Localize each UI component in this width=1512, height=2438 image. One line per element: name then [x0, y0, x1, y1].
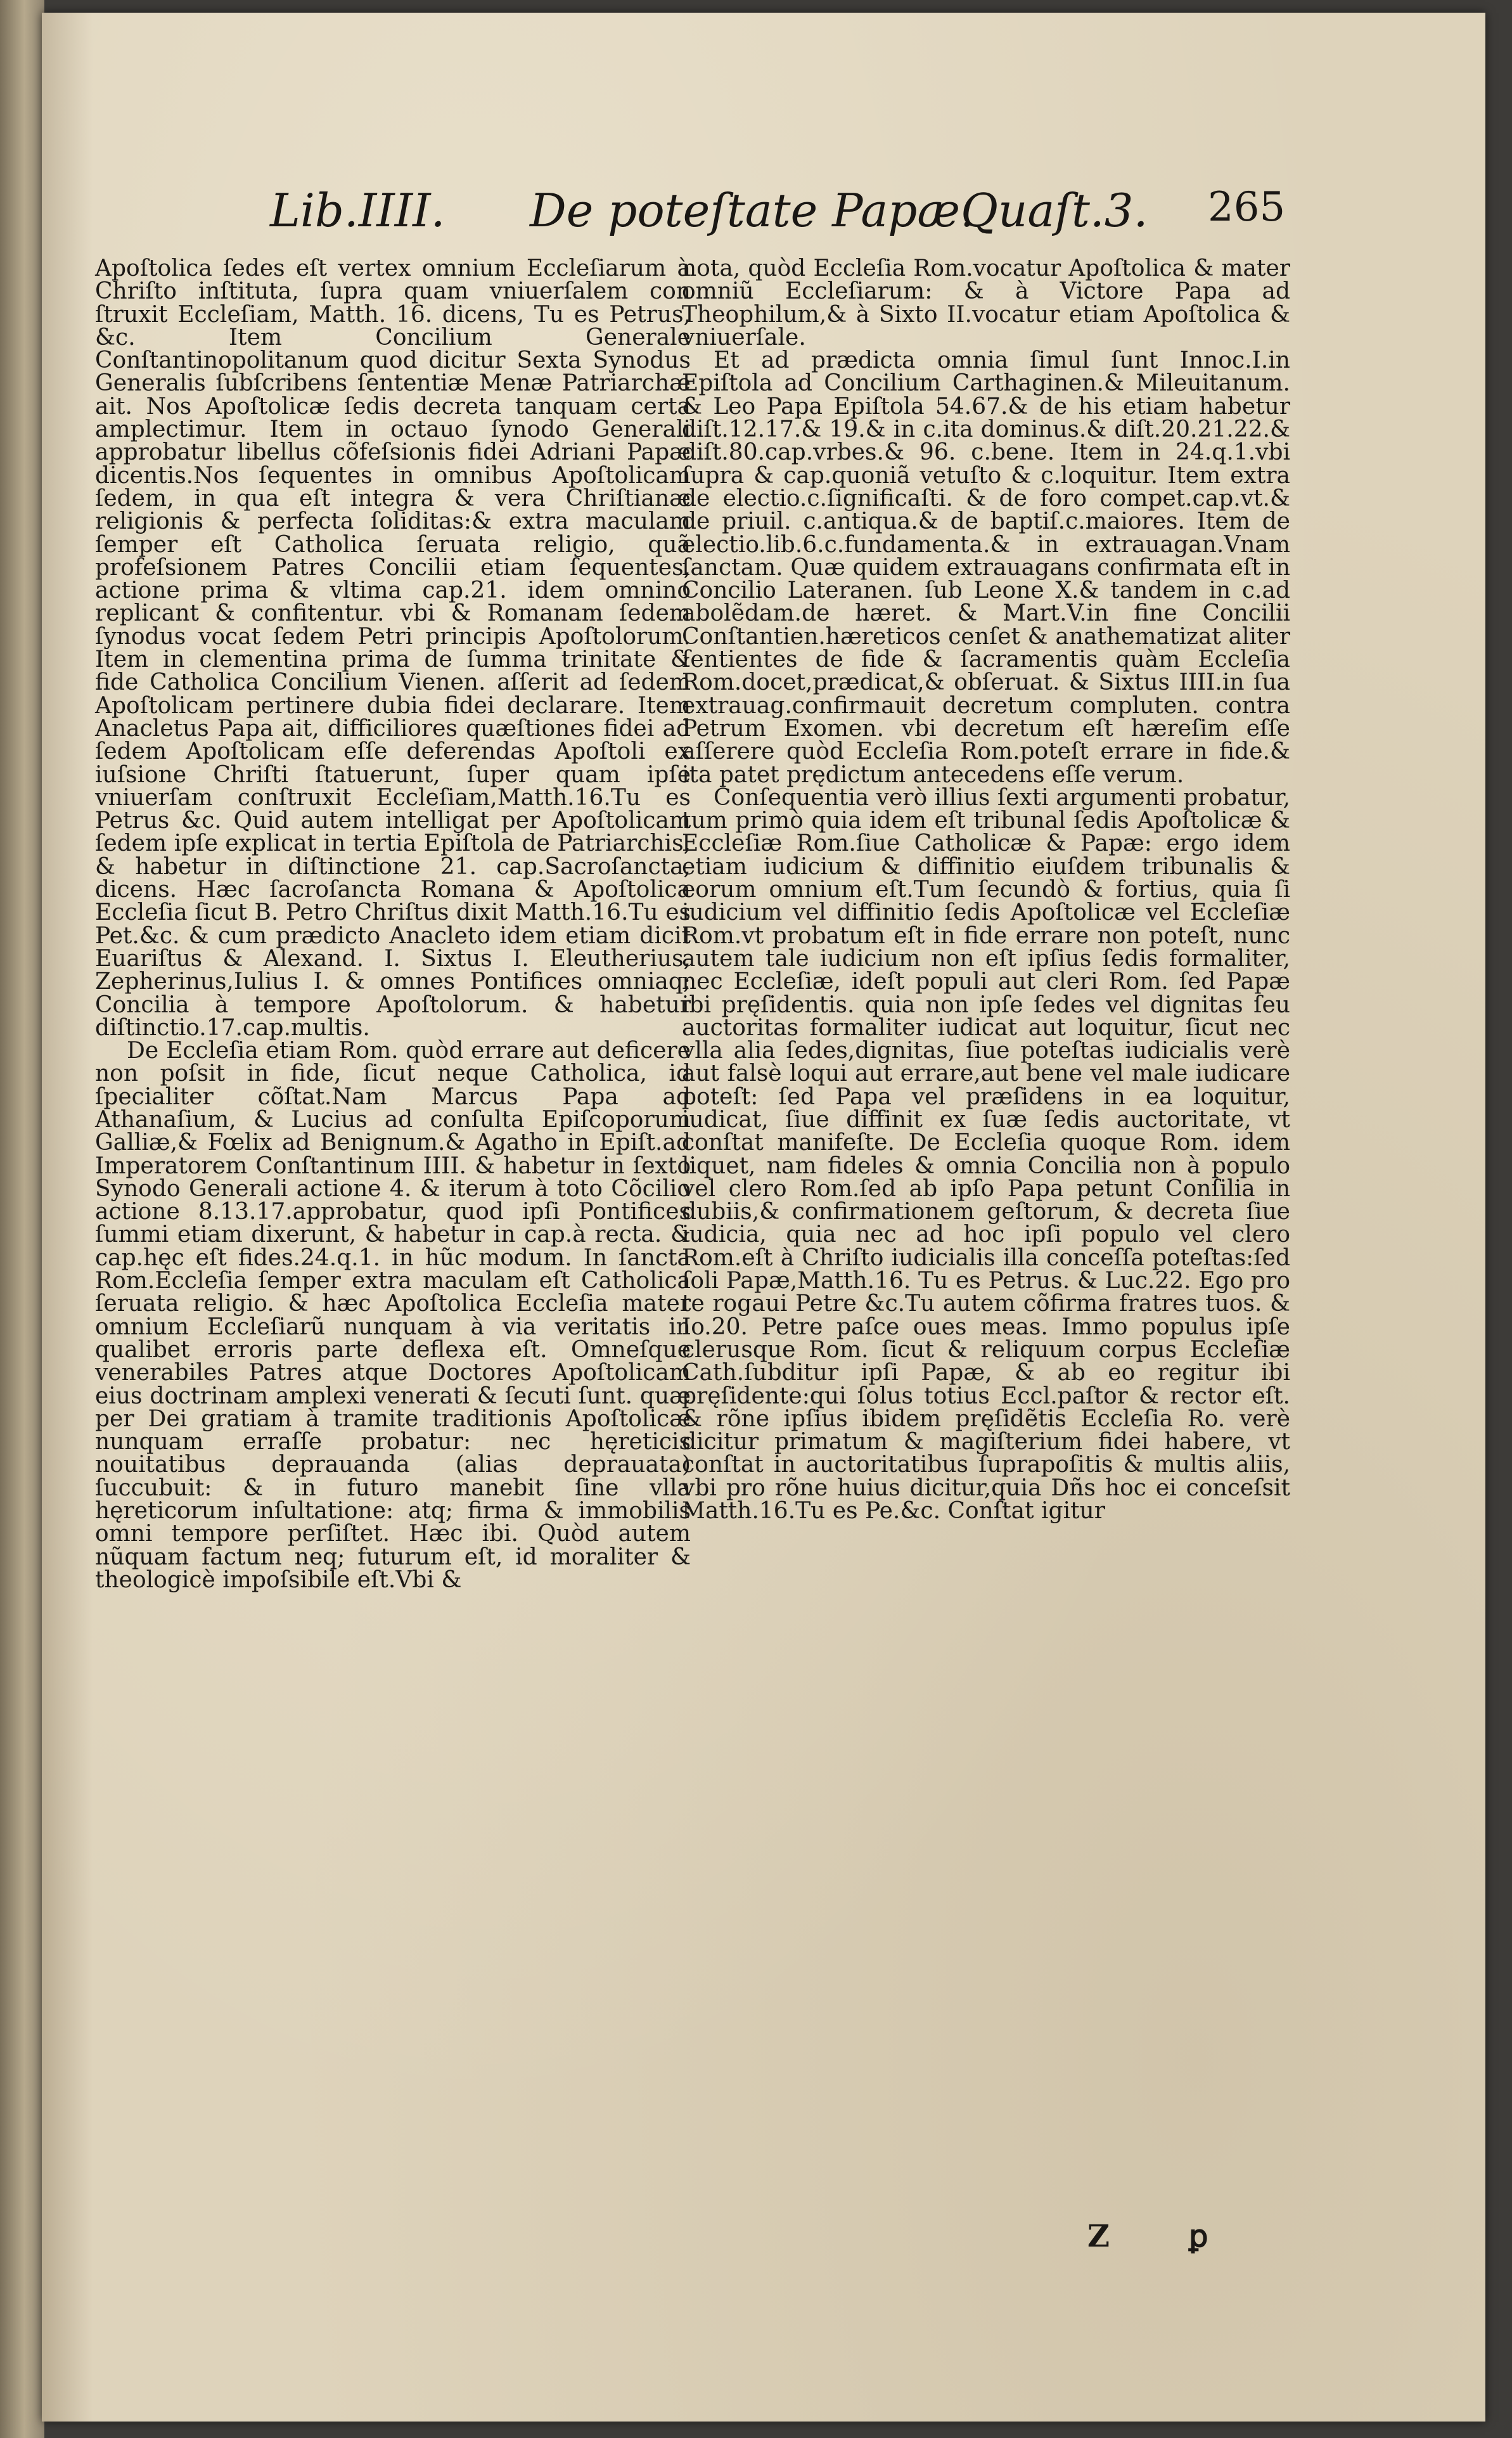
left-paragraph-1: Apoſtolica ſedes eſt vertex omnium Eccleſiarum à Chriſto inſtituta, ſupra quam vniuerſalem con ſtruxit Eccleſiam, Matth. 16. dicens, Tu es Petrus, &c. Item Concilium Generale Conſtantinopolitanum quod dicitur Sexta Synodus Generalis ſubſcribens ſententiæ Menæ Patriarchæ ait. Nos Apoſtolicæ ſedis decreta tanquam certa amplectimur. Item in octauo ſynodo Generali approbatur libellus cõfeſsionis fidei Adriani Papæ dicentis.Nos ſequentes in omnibus Apoſtolicam ſedem, in qua eſt integra & vera Chriſtianæ religionis & perfecta ſoliditas:& extra maculam ſemper eſt Catholica ſeruata religio, quã profeſsionem Patres Concilii etiam ſequentes, actione prima & vltima cap.21. idem omnino replicant & confitentur. vbi & Romanam ſedem ſynodus vocat ſedem Petri principis Apoſtolorum. Item in clementina prima de ſumma trinitate & fide Catholica Concilium Vienen. aſſerit ad ſedem Apoſtolicam pertinere dubia fidei declarare. Item Anacletus Papa ait, difficiliores quæſtiones fidei ad ſedem Apoſtolicam eſſe deferendas Apoſtoli ex iuſsione Chriſti ſtatuerunt, ſuper quam ipſe vniuerſam conſtruxit Eccleſiam,Matth.16.Tu es Petrus &c. Quid autem intelligat per Apoſtolicam ſedem ipſe explicat in tertia Epiſtola de Patriarchis, & habetur in diſtinctione 21. cap.Sacroſancta, dicens. Hæc ſacroſancta Romana & Apoſtolica Eccleſia ſicut B. Petro Chriſtus dixit Matth.16.Tu es Pet.&c. & cum prædicto Anacleto idem etiam dicit Euariſtus & Alexand. I. Sixtus I. Eleutherius, Zepherinus,Iulius I. & omnes Pontifices omniaq; Concilia à tempore Apoſtolorum. & habetur diſtinctio.17.cap.multis.	[95, 255, 691, 1041]
right-paragraph-2: Et ad prædicta omnia ſimul ſunt Innoc.I.in Epiſtola ad Concilium Carthaginen.& Mileuitanum. & Leo Papa Epiſtola 54.67.& de his etiam habetur diſt.12.17.& 19.& in c.ita dominus.& diſt.20.21.22.& diſt.80.cap.vrbes.& 96. c.bene. Item in 24.q.1.vbi ſupra & cap.quoniã vetuſto & c.loquitur. Item extra de electio.c.ſignificaſti. & de foro compet.cap.vt.& de priuil. c.antiqua.& de baptiſ.c.maiores. Item de electio.lib.6.c.fundamenta.& in extrauagan.Vnam ſanctam. Quæ quidem extrauagans confirmata eſt in Concilio Lateranen. ſub Leone X.& tandem in c.ad abolẽdam.de hæret. & Mart.V.in fine Concilii Conſtantien.hæreticos cenſet & anathematizat aliter ſentientes de fide & ſacramentis quàm Eccleſia Rom.docet,prædicat,& obſeruat. & Sixtus IIII.in ſua extrauag.confirmauit decretum compluten. contra Petrum Exomen. vbi decretum eſt hæreſim eſſe aſſerere quòd Eccleſia Rom.poteſt errare in fide.& ita patet prędictum antecedens eſſe verum.	[682, 347, 1290, 788]
signature-mark: Z	[1087, 2219, 1110, 2254]
right-paragraph-3: Conſequentia verò illius ſexti argumenti probatur, tum primò quia idem eſt tribunal ſedis Apoſtolicæ & Eccleſiæ Rom.ſiue Catholicæ & Papæ: ergo idem etiam iudicium & diffinitio eiuſdem tribunalis & eorum omnium eſt.Tum ſecundò & fortius, quia ſi iudicium vel diffinitio ſedis Apoſtolicæ vel Eccleſiæ Rom.vt probatum eſt in fide errare non poteſt, nunc autem tale iudicium non eſt ipſius ſedis formaliter, nec Eccleſiæ, ideſt populi aut cleri Rom. ſed Papæ ibi pręſidentis. quia non ipſe ſedes vel dignitas ſeu auctoritas formaliter iudicat aut loquitur, ſicut nec vlla alia ſedes,dignitas, ſiue poteſtas iudicialis verè aut falsè loqui aut errare,aut bene vel male iudicare poteſt: ſed Papa vel præſidens in ea loquitur, iudicat, ſiue diffinit ex ſuæ ſedis auctoritate, vt conſtat manifeſte. De Eccleſia quoque Rom. idem liquet, nam fideles & omnia Concilia non à populo vel clero Rom.ſed ab ipſo Papa petunt Conſilia in dubiis,& confirmationem geſtorum, & decreta ſiue iudicia, quia nec ad hoc ipſi populo vel clero Rom.eſt à Chriſto iudicialis illa conceſſa poteſtas:ſed ſoli Papæ,Matth.16. Tu es Petrus. & Luc.22. Ego pro te rogaui Petre &c.Tu autem cõfirma fratres tuos. & Io.20. Petre paſce oues meas. Immo populus ipſe clerusque Rom. ſicut & reliquum corpus Eccleſiæ Cath.ſubditur ipſi Papæ, & ab eo regitur ibi pręſidente:qui ſolus totius Eccl.paſtor & rector eſt. & rõne ipſius ibidem pręſidẽtis Eccleſia Ro. verè dicitur primatum & magiſterium fidei habere, vt conſtat in auctoritatibus ſuprapoſitis & multis aliis, vbi pro rõne huius dicitur,quia Dñs hoc ei conceſsit Matth.16.Tu es Pe.&c. Conſtat igitur	[682, 784, 1290, 1525]
left-paragraph-2: De Eccleſia etiam Rom. quòd errare aut deficere non poſsit in fide, ſicut neque Catholica, id ſpecialiter cõſtat.Nam Marcus Papa ad Athanaſium, & Lucius ad conſulta Epiſcoporum Galliæ,& Fœlix ad Benignum.& Agatho in Epiſt.ad Imperatorem Conſtantinum IIII. & habetur in ſexto Synodo Generali actione 4. & iterum à toto Cõcilio actione 8.13.17.approbatur, quod ipſi Pontifices ſummi etiam dixerunt, & habetur in cap.à recta. & cap.hęc eſt fides.24.q.1. in hũc modum. In ſancta Rom.Eccleſia ſemper extra maculam eſt Catholica ſeruata religio. & hæc Apoſtolica Eccleſia mater omnium Eccleſiarũ nunquam à via veritatis in qualibet erroris parte deflexa eſt. Omneſque venerabiles Patres atque Doctores Apoſtolicam eius doctrinam amplexi venerati & ſecuti ſunt. quæ per Dei gratiam à tramite traditionis Apoſtolicæ nunquam erraſſe probatur: nec hęreticis nouitatibus deprauanda (alias deprauata) ſuccubuit: & in futuro manebit ſine vlla hęreticorum inſultatione: atq; firma & immobilis omni tempore perſiſtet. Hæc ibi. Quòd autem nũquam factum neq; futurum eſt, id moraliter & theologicè impoſsibile eſt.Vbi &	[95, 1038, 691, 1593]
previous-page-edge	[0, 0, 44, 2438]
catchword: ꝑ	[1189, 2219, 1208, 2254]
running-head-book: Lib.IIII.	[270, 184, 445, 237]
folio-number: 265	[1208, 184, 1286, 231]
running-head-quaestio: Quaſt.3.	[961, 184, 1148, 237]
left-column	[95, 257, 691, 1592]
book-page	[42, 13, 1485, 2422]
right-column	[682, 257, 1290, 1523]
running-head-title: De poteſtate Papæ.	[530, 184, 975, 237]
running-head	[226, 184, 1341, 241]
right-paragraph-1: nota, quòd Eccleſia Rom.vocatur Apoſtolica & mater omniũ Eccleſiarum: & à Victore Papa ad Theophilum,& à Sixto II.vocatur etiam Apoſtolica & vniuerſale.	[682, 255, 1290, 351]
